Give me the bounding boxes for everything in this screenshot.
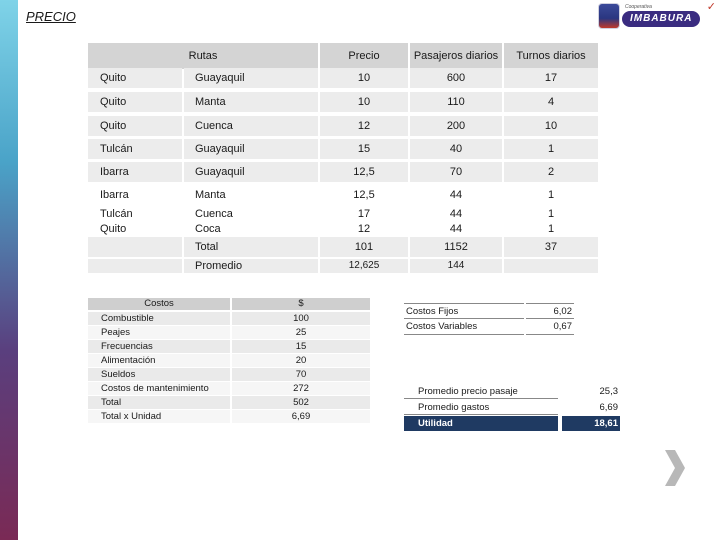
- cell-price: 12,5: [320, 162, 408, 182]
- price-line-2: 12: [357, 223, 371, 235]
- header-rutas: Rutas: [88, 43, 318, 69]
- cost-value: 15: [232, 340, 370, 353]
- cell-price: 15: [320, 139, 408, 159]
- cost-label: Alimentación: [88, 354, 230, 367]
- cost-value: 25: [232, 326, 370, 339]
- table-row: [88, 162, 598, 182]
- table-row: [88, 185, 598, 205]
- cell-passengers: 110: [410, 92, 502, 112]
- summary-label-highlight: Utilidad: [404, 416, 558, 431]
- turns-line-2: 1: [547, 223, 555, 235]
- average-row: [88, 259, 598, 273]
- passengers-line-1: 44: [449, 208, 463, 220]
- price-line-1: 17: [357, 208, 371, 220]
- average-price: 12,625: [320, 259, 408, 273]
- costs-header-label: Costos: [88, 298, 230, 310]
- cost-label: Combustible: [88, 312, 230, 325]
- side-accent-bar: [0, 0, 18, 540]
- summary-label: Promedio precio pasaje: [404, 384, 558, 399]
- page-title: PRECIO: [26, 9, 76, 24]
- cell-price: 10: [320, 68, 408, 88]
- chevron-right-icon[interactable]: [663, 448, 687, 488]
- cell-turns: 2: [504, 162, 598, 182]
- cell-destination: Guayaquil: [184, 162, 318, 182]
- cell-turns: 1: [547, 189, 555, 201]
- header-pasajeros: Pasajeros diarios: [410, 43, 502, 69]
- table-row-combined: [88, 205, 598, 239]
- table-row: [88, 116, 598, 136]
- cost-label: Total x Unidad: [88, 410, 230, 423]
- cost-value: 20: [232, 354, 370, 367]
- cell-passengers: 40: [410, 139, 502, 159]
- origin-line-2: Quito: [100, 223, 127, 235]
- cell-passengers: 70: [410, 162, 502, 182]
- total-price: 101: [320, 237, 408, 257]
- summary-value-highlight: 18,61: [562, 416, 620, 431]
- table-row: [88, 68, 598, 88]
- cost-label: Frecuencias: [88, 340, 230, 353]
- cell-origin: Quito: [88, 116, 182, 136]
- total-turns: 37: [504, 237, 598, 257]
- cell-origin: [88, 205, 182, 239]
- cell-price: 12: [320, 116, 408, 136]
- cell-turns: 10: [504, 116, 598, 136]
- cell-origin: Ibarra: [100, 189, 129, 201]
- average-passengers: 144: [410, 259, 502, 273]
- destination-line-1: Cuenca: [195, 208, 233, 220]
- header-turnos: Turnos diarios: [504, 43, 598, 69]
- passengers-line-2: 44: [449, 223, 463, 235]
- cost-label: Sueldos: [88, 368, 230, 381]
- cost-value: 502: [232, 396, 370, 409]
- origin-line-1: Tulcán: [100, 208, 133, 220]
- check-icon: ✓: [706, 1, 716, 13]
- logo-emblem-icon: [598, 3, 620, 29]
- cell-origin: Tulcán: [88, 139, 182, 159]
- logo-small-text: Cooperativa: [625, 4, 652, 10]
- cell-destination: Manta: [184, 92, 318, 112]
- cell-destination: Cuenca: [184, 116, 318, 136]
- cost-value: 70: [232, 368, 370, 381]
- total-label: Total: [184, 237, 318, 257]
- table-row: [88, 92, 598, 112]
- fv-label: Costos Variables: [404, 319, 524, 335]
- total-row: [88, 237, 598, 257]
- cost-value: 6,69: [232, 410, 370, 423]
- cell-turns: 4: [504, 92, 598, 112]
- cell-passengers: 600: [410, 68, 502, 88]
- cell-price: 10: [320, 92, 408, 112]
- cell-empty: [88, 259, 182, 273]
- cost-value: 272: [232, 382, 370, 395]
- cell-empty: [504, 259, 598, 273]
- cell-passengers: 44: [449, 189, 463, 201]
- cost-label: Total: [88, 396, 230, 409]
- cell-turns: 1: [504, 139, 598, 159]
- total-passengers: 1152: [410, 237, 502, 257]
- summary-value: 6,69: [599, 402, 618, 413]
- cell-origin: Quito: [88, 68, 182, 88]
- cell-turns: [504, 205, 598, 239]
- destination-line-2: Coca: [195, 223, 221, 235]
- fv-value: 0,67: [526, 319, 574, 335]
- fv-label: Costos Fijos: [404, 303, 524, 319]
- summary-value: 25,3: [599, 386, 618, 397]
- cell-price: 12,5: [353, 189, 375, 201]
- cell-passengers: 200: [410, 116, 502, 136]
- logo-name: IMBABURA: [622, 11, 700, 27]
- fv-value: 6,02: [526, 303, 574, 319]
- cost-label: Peajes: [88, 326, 230, 339]
- cell-destination: Guayaquil: [184, 139, 318, 159]
- cost-value: 100: [232, 312, 370, 325]
- table-row: [88, 139, 598, 159]
- cost-label: Costos de mantenimiento: [88, 382, 230, 395]
- cell-destination: Manta: [195, 189, 226, 201]
- cell-price: [320, 205, 408, 239]
- turns-line-1: 1: [547, 208, 555, 220]
- cell-passengers: [410, 205, 502, 239]
- average-label: Promedio: [184, 259, 318, 273]
- cell-destination: [184, 205, 318, 239]
- cell-empty: [88, 237, 182, 257]
- header-precio: Precio: [320, 43, 408, 69]
- summary-label: Promedio gastos: [404, 400, 558, 415]
- cell-turns: 17: [504, 68, 598, 88]
- routes-header-row: [88, 43, 598, 63]
- logo: [598, 2, 716, 30]
- cell-origin: Quito: [88, 92, 182, 112]
- cell-origin: Ibarra: [88, 162, 182, 182]
- costs-header-value: $: [232, 298, 370, 310]
- cell-destination: Guayaquil: [184, 68, 318, 88]
